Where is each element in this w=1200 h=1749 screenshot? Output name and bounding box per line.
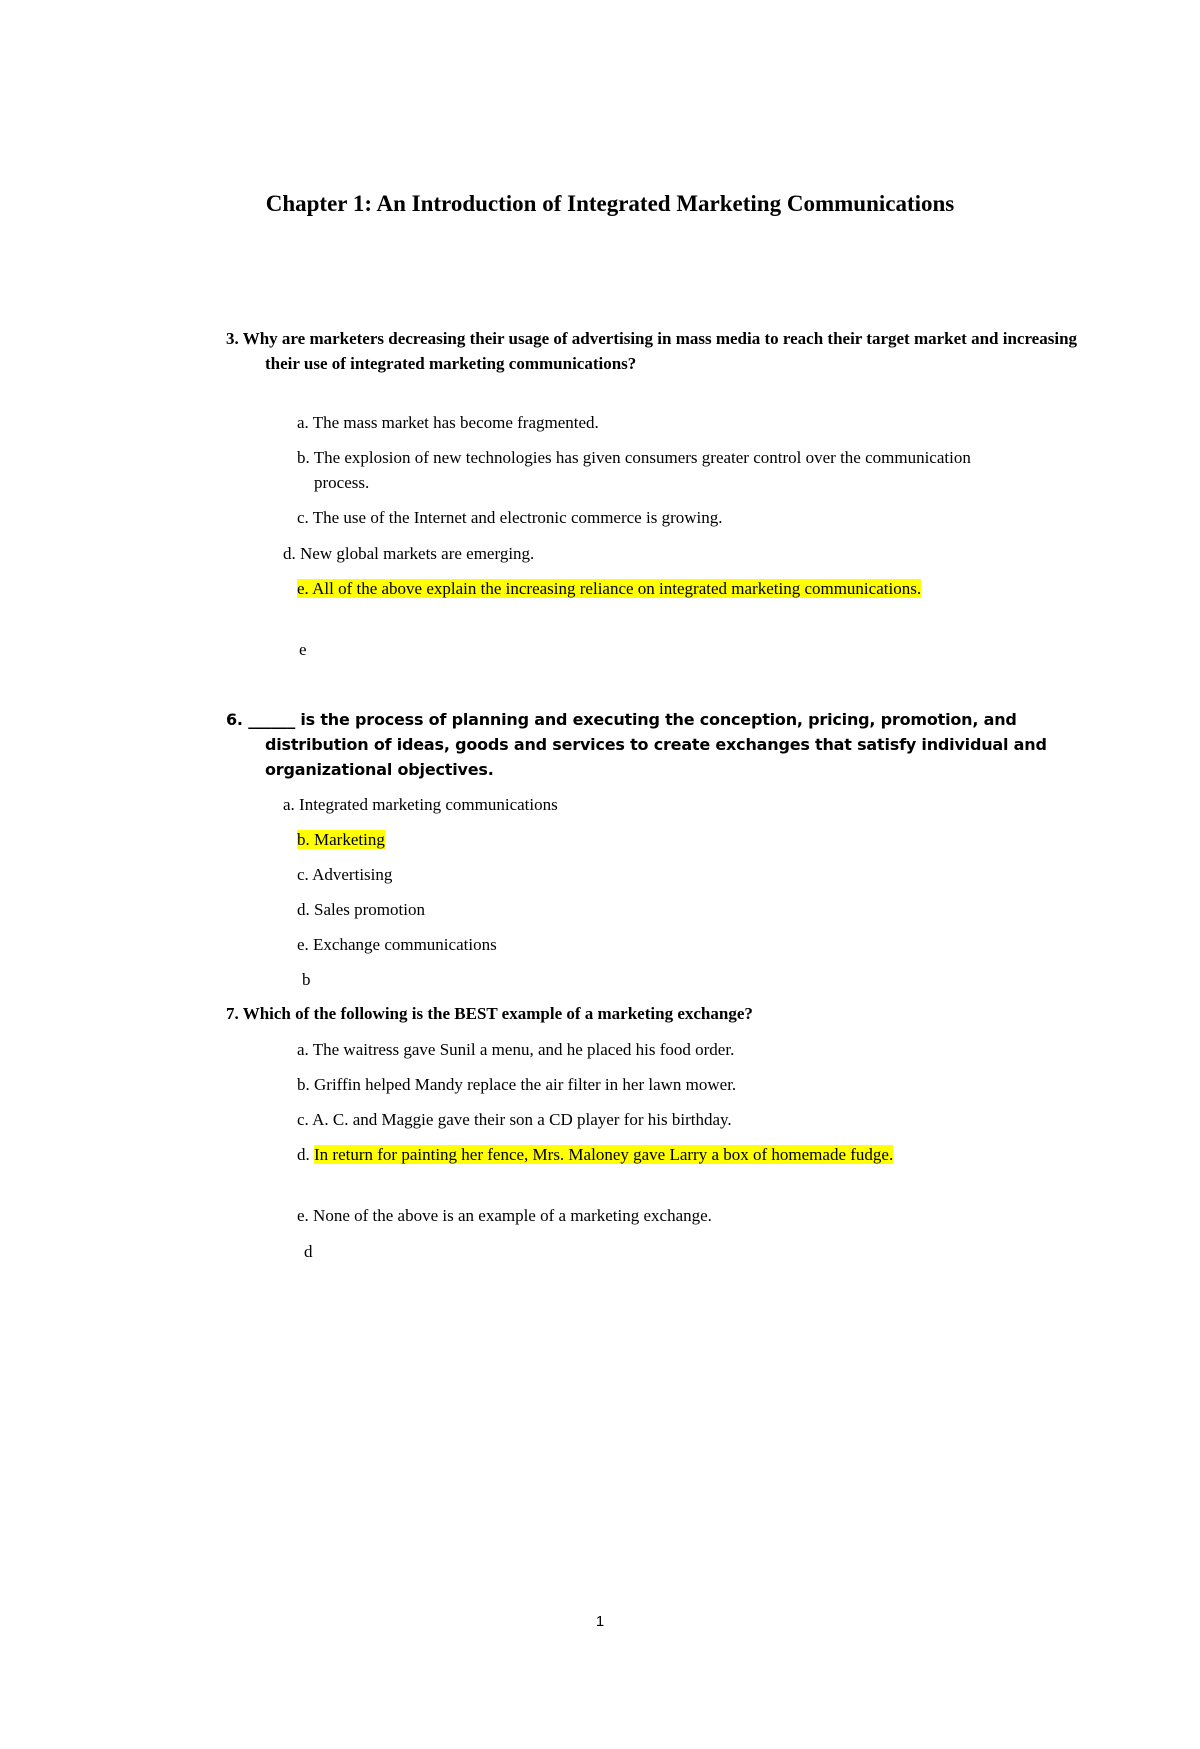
- question-7-answer-key: d: [304, 1242, 313, 1261]
- question-3-number: 3.: [226, 329, 239, 348]
- option-label: d.: [283, 544, 296, 563]
- question-6-option-e: [297, 932, 1034, 957]
- option-label: d.: [297, 1145, 310, 1164]
- highlighted-answer: [297, 830, 385, 849]
- option-text: The explosion of new technologies has given consumers greater control over the communication process.: [313, 448, 971, 492]
- question-6-number: 6.: [226, 710, 243, 729]
- option-label: a.: [297, 1040, 309, 1059]
- option-label: c.: [297, 1110, 309, 1129]
- option-text: The use of the Internet and electronic commerce is growing.: [312, 508, 723, 527]
- option-label: a.: [297, 413, 309, 432]
- question-3-prompt: Why are marketers decreasing their usage of advertising in mass media to reach their target market and increasing their use of integrated marketing communications?: [242, 329, 1078, 373]
- question-7-prompt: Which of the following is the BEST example of a marketing exchange?: [242, 1004, 753, 1023]
- question-3-option-b: [297, 445, 1019, 495]
- option-text: Exchange communications: [313, 935, 497, 954]
- page-title: Chapter 1: An Introduction of Integrated Marketing Communications: [265, 191, 955, 216]
- question-6-option-a: [283, 792, 1020, 817]
- option-label: d.: [297, 900, 310, 919]
- option-label: e.: [297, 1206, 309, 1225]
- question-7-option-e: [297, 1203, 1034, 1228]
- highlighted-answer: [297, 579, 921, 598]
- question-3-answer-key: e: [299, 640, 307, 659]
- question-3-text: [226, 326, 1095, 376]
- option-text: Griffin helped Mandy replace the air filter in her lawn mower.: [314, 1075, 737, 1094]
- question-7-option-b: [297, 1072, 1034, 1097]
- option-text: The waitress gave Sunil a menu, and he placed his food order.: [312, 1040, 735, 1059]
- question-7-option-a: [297, 1037, 1034, 1062]
- question-7-option-d-highlighted: [297, 1142, 1044, 1167]
- option-text: Marketing: [314, 830, 385, 849]
- question-6-option-b-highlighted: [297, 827, 1034, 852]
- question-6-option-c: [297, 862, 1034, 887]
- option-text: Sales promotion: [314, 900, 425, 919]
- option-text: The mass market has become fragmented.: [312, 413, 599, 432]
- question-6-answer-key: b: [302, 970, 311, 989]
- question-7-text: [226, 1001, 1095, 1026]
- page-number: 1: [595, 1613, 605, 1630]
- question-3-option-a: [297, 410, 1034, 435]
- option-text: All of the above explain the increasing reliance on integrated marketing communications.: [312, 579, 922, 598]
- option-label: b.: [297, 448, 310, 467]
- highlighted-answer: In return for painting her fence, Mrs. Maloney gave Larry a box of homemade fudge.: [314, 1145, 894, 1164]
- option-text: None of the above is an example of a marketing exchange.: [313, 1206, 712, 1225]
- question-7-option-c: [297, 1107, 1034, 1132]
- option-label: e.: [297, 935, 309, 954]
- option-text: A. C. and Maggie gave their son a CD player for his birthday.: [312, 1110, 732, 1129]
- option-label: b.: [297, 830, 310, 849]
- option-label: c.: [297, 508, 309, 527]
- option-label: e.: [297, 579, 309, 598]
- question-6-prompt: ______ is the process of planning and executing the conception, pricing, promotion, and distribution of ideas, goods and services to create exchanges that satisfy individual and organizational objectives.: [248, 710, 1047, 779]
- question-3-option-d: [283, 541, 1020, 566]
- option-label: b.: [297, 1075, 310, 1094]
- option-label: c.: [297, 865, 309, 884]
- question-7-number: 7.: [226, 1004, 239, 1023]
- option-text: New global markets are emerging.: [300, 544, 535, 563]
- option-label: a.: [283, 795, 295, 814]
- option-text: Integrated marketing communications: [299, 795, 558, 814]
- question-6-option-d: [297, 897, 1034, 922]
- question-3-option-e-highlighted: [297, 576, 974, 601]
- question-3-option-c: [297, 505, 1034, 530]
- option-text: Advertising: [312, 865, 393, 884]
- question-6-text: [226, 707, 1065, 782]
